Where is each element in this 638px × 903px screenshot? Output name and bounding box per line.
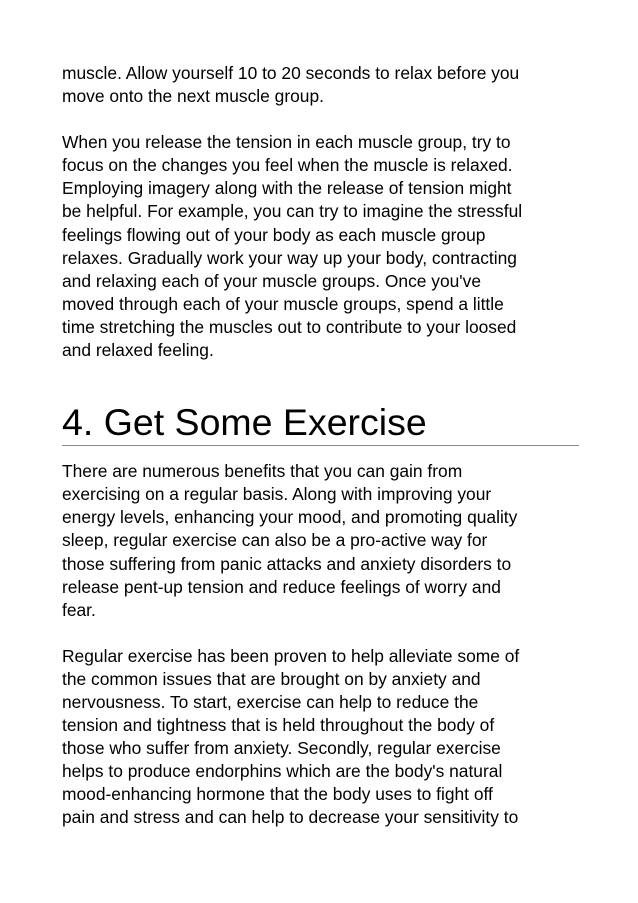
section-heading-block: [62, 401, 580, 446]
text-line: mood-enhancing hormone that the body uses to fight off: [62, 784, 493, 805]
text-line: be helpful. For example, you can try to imagine the stressful: [62, 201, 523, 222]
text-line: release pent-up tension and reduce feelings of worry and: [62, 576, 501, 597]
paragraph-exercise-benefits: [62, 460, 580, 622]
section-heading: 4. Get Some Exercise: [62, 401, 427, 444]
text-line: helps to produce endorphins which are the body's natural: [62, 761, 503, 782]
text-line: fear.: [62, 599, 96, 620]
text-line: energy levels, enhancing your mood, and promoting quality: [62, 507, 518, 528]
text-line: relaxes. Gradually work your way up your body, contracting: [62, 247, 517, 268]
text-line: and relaxing each of your muscle groups. Once you've: [62, 270, 481, 291]
text-line: pain and stress and can help to decrease your sensitivity to: [62, 807, 519, 828]
paragraph-exercise-anxiety: [62, 645, 580, 830]
text-line: moved through each of your muscle groups, spend a little: [62, 293, 504, 314]
text-line: exercising on a regular basis. Along with improving your: [62, 484, 492, 505]
text-line: focus on the changes you feel when the muscle is relaxed.: [62, 155, 513, 176]
text-line: and relaxed feeling.: [62, 340, 214, 361]
text-line: those suffering from panic attacks and anxiety disorders to: [62, 553, 512, 574]
paragraph-relax-muscle: [62, 62, 580, 108]
text-line: time stretching the muscles out to contribute to your loosed: [62, 316, 517, 337]
text-line: muscle. Allow yourself 10 to 20 seconds to relax before you: [62, 63, 520, 83]
text-line: those who suffer from anxiety. Secondly, regular exercise: [62, 738, 501, 759]
text-line: sleep, regular exercise can also be a pro-active way for: [62, 530, 488, 551]
text-line: There are numerous benefits that you can gain from: [62, 461, 463, 482]
paragraph-gap: [62, 108, 580, 131]
page-content: [62, 62, 580, 830]
paragraph-release-tension: [62, 131, 580, 362]
paragraph-gap: [62, 622, 580, 645]
text-line: tension and tightness that is held throughout the body of: [62, 715, 495, 736]
text-line: Employing imagery along with the release of tension might: [62, 178, 512, 199]
text-line: Regular exercise has been proven to help alleviate some of: [62, 645, 520, 666]
text-line: the common issues that are brought on by anxiety and: [62, 668, 481, 689]
text-line: When you release the tension in each muscle group, try to: [62, 132, 511, 153]
text-line: move onto the next muscle group.: [62, 86, 324, 107]
heading-underline: [62, 445, 579, 446]
text-line: nervousness. To start, exercise can help to reduce the: [62, 691, 479, 712]
text-line: feelings flowing out of your body as each muscle group: [62, 224, 486, 245]
